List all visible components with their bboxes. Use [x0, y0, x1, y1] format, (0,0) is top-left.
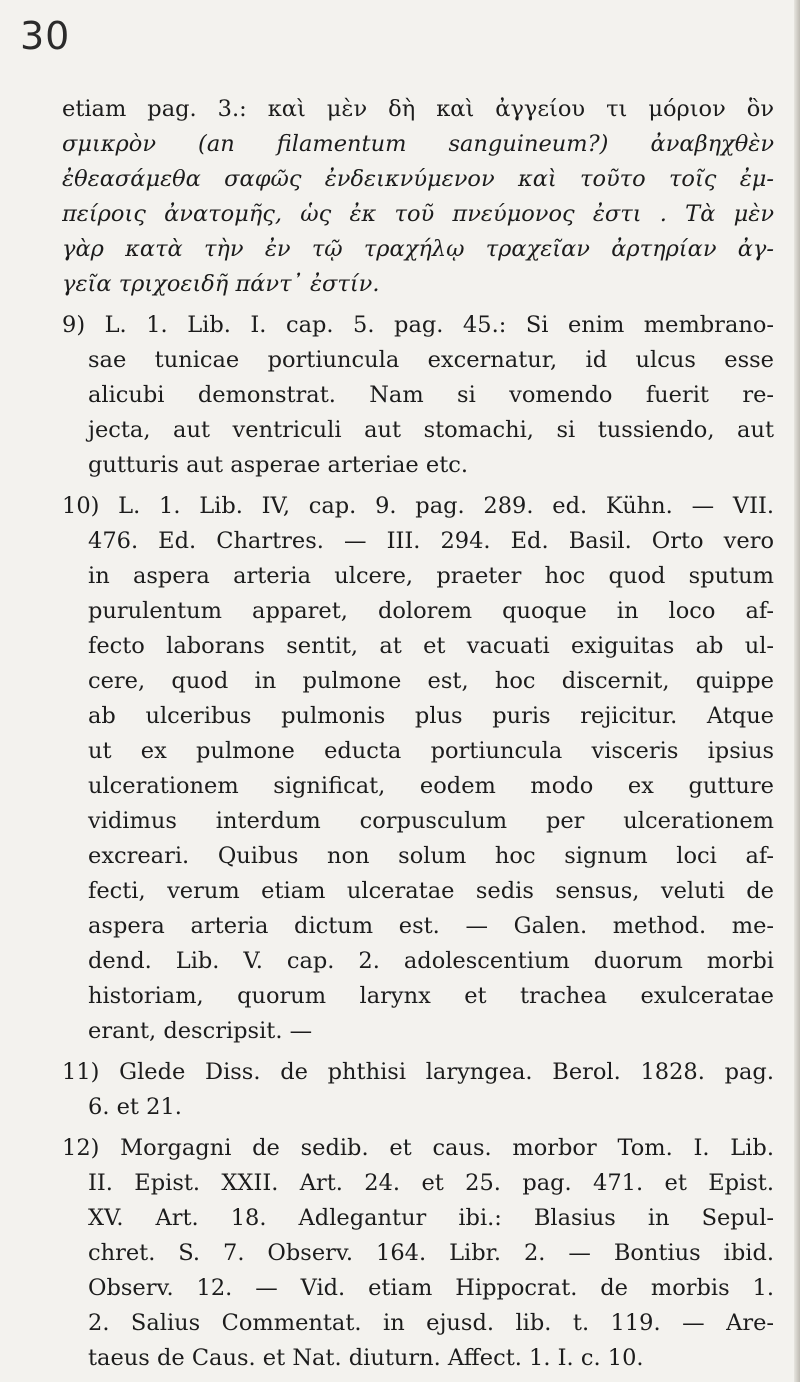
footnote-10 — [62, 489, 774, 1049]
footnote-12 — [62, 1131, 774, 1376]
text-line: πείροις ἀνατομῆς, ὡς ἐκ τοῦ πνεύμονος ἐστι . Τὰ μὲν — [62, 201, 774, 227]
text-line: ulcerationem significat, eodem modo ex gutture — [88, 773, 774, 799]
text-line: etiam pag. 3.: καὶ μὲν δὴ καὶ ἀγγείου τι μόριον ὃν — [62, 96, 774, 122]
text-line: XV. Art. 18. Adlegantur ibi.: Blasius in Sepul- — [88, 1205, 774, 1231]
text-line: 11) Glede Diss. de phthisi laryngea. Berol. 1828. pag. — [62, 1059, 774, 1085]
footnote-continuation — [62, 92, 774, 302]
text-line: 2. Salius Commentat. in ejusd. lib. t. 119. — Are- — [88, 1310, 774, 1336]
text-line: cere, quod in pulmone est, hoc discernit, quippe — [88, 668, 774, 694]
text-line: historiam, quorum larynx et trachea exulceratae — [88, 983, 774, 1009]
text-line: excreari. Quibus non solum hoc signum loci af- — [88, 843, 774, 869]
text-line: 10) L. 1. Lib. IV, cap. 9. pag. 289. ed. Kühn. — VII. — [62, 493, 774, 519]
text-line: ab ulceribus pulmonis plus puris rejicitur. Atque — [88, 703, 774, 729]
text-line: γεῖα τριχοειδῆ πάντ᾽ ἐστίν. — [62, 271, 380, 297]
page-edge — [794, 0, 800, 1382]
text-line: 12) Morgagni de sedib. et caus. morbor Tom. I. Lib. — [62, 1135, 774, 1161]
text-line: ut ex pulmone educta portiuncula visceris ipsius — [88, 738, 774, 764]
text-line: Observ. 12. — Vid. etiam Hippocrat. de morbis 1. — [88, 1275, 774, 1301]
text-line: gutturis aut asperae arteriae etc. — [88, 452, 469, 478]
text-line: in aspera arteria ulcere, praeter hoc quod sputum — [88, 563, 774, 589]
text-line: γὰρ κατὰ τὴν ἐν τῷ τραχήλῳ τραχεῖαν ἀρτηρίαν ἀγ- — [62, 236, 774, 262]
text-line: alicubi demonstrat. Nam si vomendo fuerit re- — [88, 382, 774, 408]
text-line: ἐθεασάμεθα σαφῶς ἐνδεικνύμενον καὶ τοῦτο τοῖς ἐμ- — [62, 166, 774, 192]
footnote-11 — [62, 1055, 774, 1125]
text-line: σμικρὸν (an filamentum sanguineum?) ἀναβηχθὲν — [62, 131, 774, 157]
text-line: II. Epist. XXII. Art. 24. et 25. pag. 471. et Epist. — [88, 1170, 774, 1196]
text-line: vidimus interdum corpusculum per ulcerationem — [88, 808, 774, 834]
text-line: jecta, aut ventriculi aut stomachi, si tussiendo, aut — [88, 417, 774, 443]
text-line: fecto laborans sentit, at et vacuati exiguitas ab ul- — [88, 633, 774, 659]
footnote-9 — [62, 308, 774, 483]
text-line: erant, descripsit. — — [88, 1018, 313, 1044]
text-line: 9) L. 1. Lib. I. cap. 5. pag. 45.: Si enim membrano- — [62, 312, 774, 338]
text-line: 476. Ed. Chartres. — III. 294. Ed. Basil. Orto vero — [88, 528, 774, 554]
page-number: 30 — [20, 14, 71, 58]
text-line: aspera arteria dictum est. — Galen. method. me- — [88, 913, 774, 939]
text-line: sae tunicae portiuncula excernatur, id ulcus esse — [88, 347, 774, 373]
text-line: 6. et 21. — [88, 1094, 182, 1120]
footnotes-block — [62, 92, 774, 1376]
text-line: purulentum apparet, dolorem quoque in loco af- — [88, 598, 774, 624]
text-line: chret. S. 7. Observ. 164. Libr. 2. — Bontius ibid. — [88, 1240, 774, 1266]
text-line: taeus de Caus. et Nat. diuturn. Affect. 1. I. c. 10. — [88, 1345, 644, 1371]
text-line: fecti, verum etiam ulceratae sedis sensus, veluti de — [88, 878, 774, 904]
text-line: dend. Lib. V. cap. 2. adolescentium duorum morbi — [88, 948, 774, 974]
